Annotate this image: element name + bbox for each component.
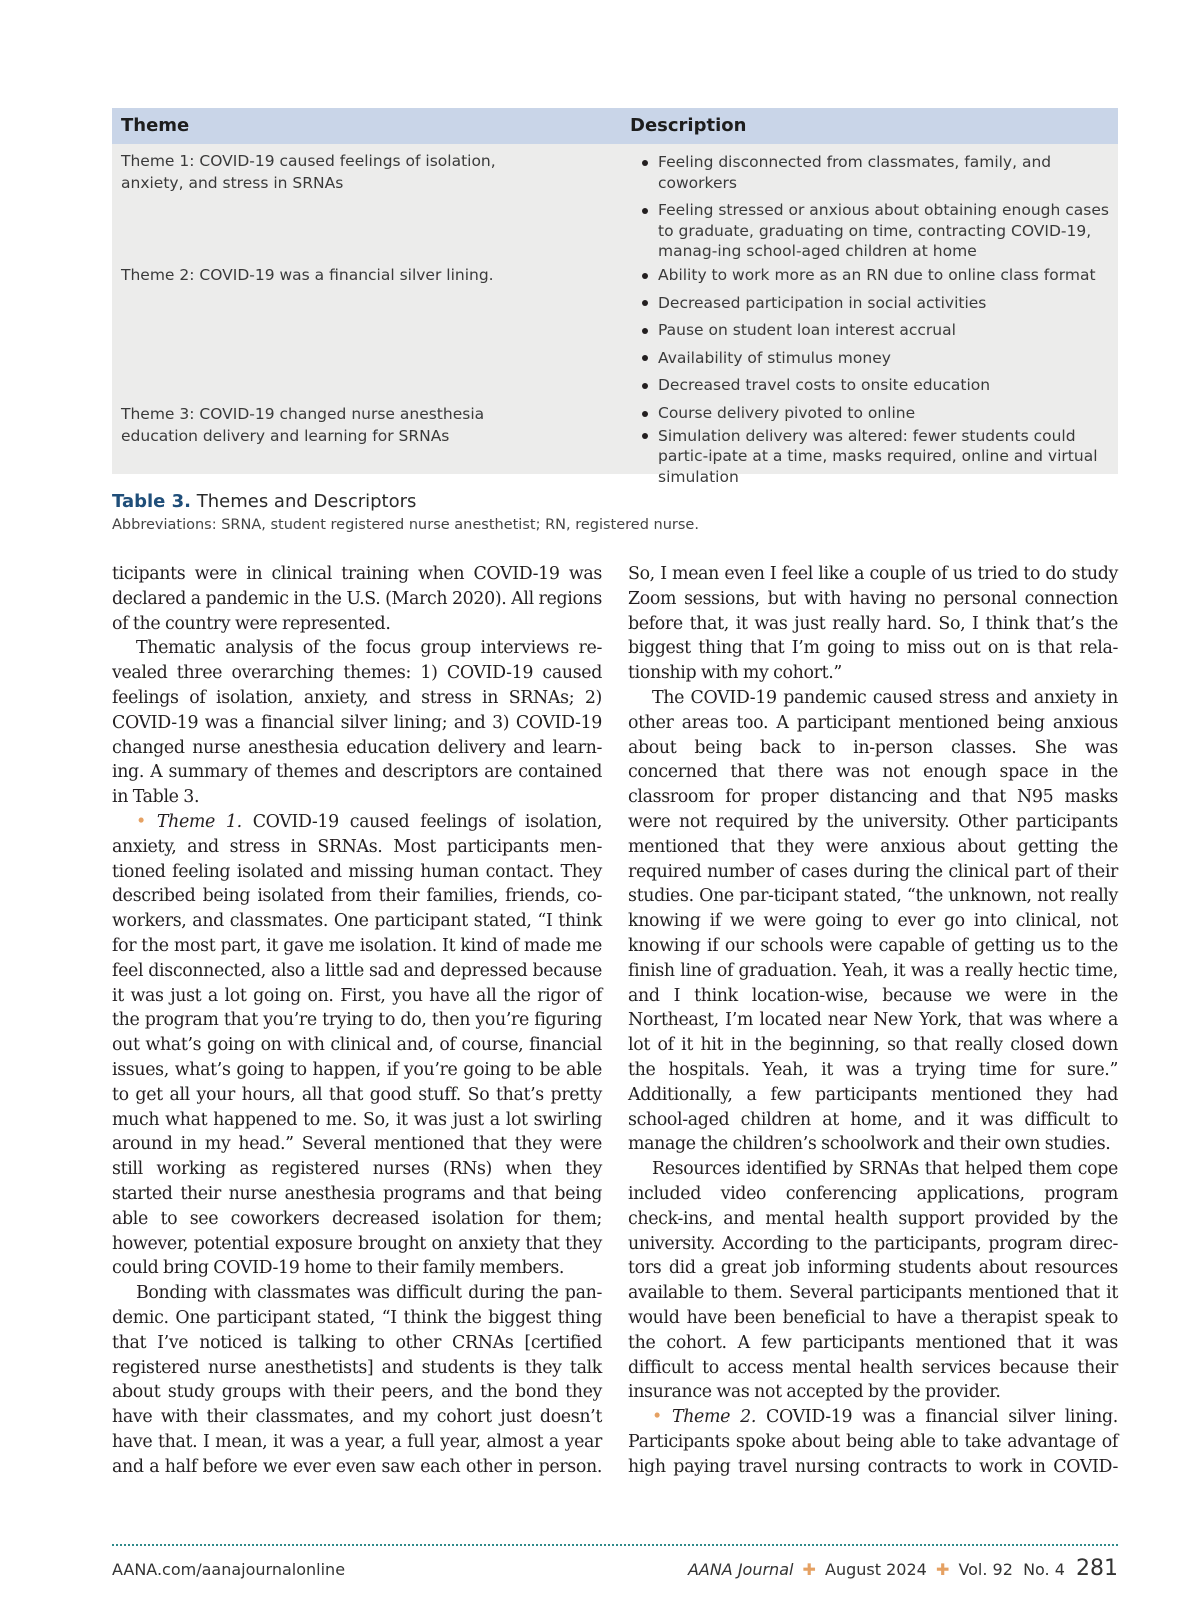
- table-row: [112, 144, 1118, 264]
- descriptor-item: Simulation delivery was altered: fewer students could partic-ipate at a time, masks required, online and virtual simulation: [638, 426, 1113, 488]
- theme-1-label: Theme 1: COVID-19 caused feelings of isolation, anxiety, and stress in SRNAs: [121, 152, 496, 192]
- descriptor-item: Pause on student loan interest accrual: [638, 320, 1113, 341]
- descriptor-item: Feeling disconnected from classmates, family, and coworkers: [638, 152, 1113, 193]
- bullet-dot: •: [136, 811, 146, 832]
- journal-url: AANA.com/aanajournalonline: [112, 1560, 346, 1579]
- right-column: [628, 562, 1118, 1479]
- separator-icon: ✚: [802, 1560, 816, 1579]
- paragraph: [628, 1405, 1118, 1479]
- paragraph: So, I mean even I feel like a couple of us tried to do study Zoom sessions, but with having no personal connection before that, it was just really hard. So, I think that’s the biggest thing that I’m going to miss out on is that rela-tionship with my cohort.”: [628, 564, 1118, 684]
- paragraph: Bonding with classmates was difficult during the pan-demic. One participant stated, “I think the biggest thing that I’ve noticed is talking to other CRNAs [certified registered nurse anesthetists] and students is they talk about study groups with their peers, and the bond they have with their classmates, and my cohort just doesn’t have that. I mean, it was a year, a full year, almost a year and a half before we ever even saw each other in person.: [112, 1283, 602, 1477]
- header-theme: Theme: [121, 115, 190, 136]
- theme-1-body: COVID-19 caused feelings of isolation, anxiety, and stress in SRNAs. Most participants men-tioned feeling isolated and missing human contact. They described being isolated from their families, friends, co-workers, and classmates. One participant stated, “I think for the most part, it gave me isolation. It kind of made me feel disconnected, also a little sad and depressed because it was just a lot going on. First, you have all the rigor of the program that you’re trying to do, then you’re figuring out what’s going on with clinical and, of course, financial issues, what’s going to happen, if you’re going to be able to get all your hours, all that good stuff. So that’s pretty much what happened to me. So, it was just a lot swirling around in my head.” Several mentioned that they were still working as registered nurses (RNs) when they started their nurse anesthesia programs and that being able to see coworkers decreased isolation for them; however, potential exposure brought on anxiety that they could bring COVID-19 home to their family members.: [112, 811, 603, 1279]
- separator-icon: ✚: [935, 1560, 950, 1579]
- descriptor-item: Availability of stimulus money: [638, 348, 1113, 369]
- table-row: [112, 402, 1118, 486]
- bullet-dot: •: [652, 1407, 662, 1428]
- table-caption: [112, 491, 699, 533]
- footer-divider: [112, 1544, 1118, 1546]
- theme-2-label: Theme 2: COVID-19 was a financial silver lining.: [121, 266, 494, 284]
- theme-2-body: COVID-19 was a financial silver lining. Participants spoke about being able to take advantage of high paying travel nursing contracts to work in COVID-: [628, 1407, 1118, 1477]
- page-number: 281: [1076, 1556, 1118, 1581]
- theme-3-label: Theme 3: COVID-19 changed nurse anesthesia education delivery and learning for SRNAs: [121, 405, 485, 445]
- theme-1-lead: Theme 1.: [156, 811, 242, 832]
- table-row: [112, 264, 1118, 402]
- theme-2-lead: Theme 2.: [671, 1407, 756, 1428]
- volume-issue: Vol. 92 No. 4: [958, 1560, 1065, 1579]
- journal-footer: [688, 1556, 1118, 1581]
- descriptor-item: Feeling stressed or anxious about obtaining enough cases to graduate, graduating on time, contracting COVID-19, manag-ing school-aged children at home: [638, 200, 1113, 262]
- theme-2-descriptors: [638, 264, 1113, 396]
- theme-1-descriptors: [638, 144, 1113, 262]
- issue-date: August 2024: [825, 1560, 927, 1579]
- caption-title: Themes and Descriptors: [196, 491, 417, 512]
- descriptor-item: Decreased travel costs to onsite education: [638, 375, 1113, 396]
- caption-label: Table 3.: [112, 491, 191, 512]
- themes-table: [112, 108, 1118, 486]
- paragraph: ticipants were in clinical training when COVID-19 was declared a pandemic in the U.S. (March 2020). All regions of the country were represented.: [112, 564, 602, 634]
- journal-name: AANA Journal: [687, 1560, 794, 1579]
- paragraph: Resources identified by SRNAs that helped them cope included video conferencing applications, program check-ins, and mental health support provided by the university. According to the participants, program direc-tors did a great job informing students about resources available to them. Several participants mentioned that it would have been beneficial to have a therapist speak to the cohort. A few participants mentioned that it was difficult to access mental health services because their insurance was not accepted by the provider.: [628, 1159, 1118, 1403]
- paragraph: The COVID-19 pandemic caused stress and anxiety in other areas too. A participant mentioned being anxious about being back to in-person classes. She was concerned that there was not enough space in the classroom for proper distancing and that N95 masks were not required by the university. Other participants mentioned that they were anxious about getting the required number of cases during the clinical part of their studies. One par-ticipant stated, “the unknown, not really knowing if we were going to ever go into clinical, not knowing if our schools were capable of getting us to the finish line of graduation. Yeah, it was a really hectic time, and I think location-wise, because we were in the Northeast, I’m located near New York, that was where a lot of it hit in the beginning, so that really closed down the hospitals. Yeah, it was a trying time for sure.” Additionally, a few participants mentioned they had school-aged children at home, and it was difficult to manage the children’s schoolwork and their own studies.: [628, 687, 1118, 1155]
- header-description: Description: [630, 115, 747, 136]
- descriptor-item: Ability to work more as an RN due to online class format: [638, 265, 1113, 286]
- descriptor-item: Decreased participation in social activities: [638, 293, 1113, 314]
- theme-3-descriptors: [638, 402, 1113, 487]
- table-header: [112, 108, 1118, 144]
- paragraph: [112, 810, 602, 1281]
- descriptor-item: Course delivery pivoted to online: [638, 403, 1113, 424]
- paragraph: Thematic analysis of the focus group interviews re-vealed three overarching themes: 1) COVID-19 caused feelings of isolation, anxiety, and stress in SRNAs; 2) COVID-19 was a financial silver lining; and 3) COVID-19 changed nurse anesthesia education delivery and learn-ing. A summary of themes and descriptors are contained in Table 3.: [112, 638, 602, 808]
- table-abbreviations: Abbreviations: SRNA, student registered nurse anesthetist; RN, registered nurse.: [112, 517, 699, 533]
- left-column: [112, 562, 602, 1479]
